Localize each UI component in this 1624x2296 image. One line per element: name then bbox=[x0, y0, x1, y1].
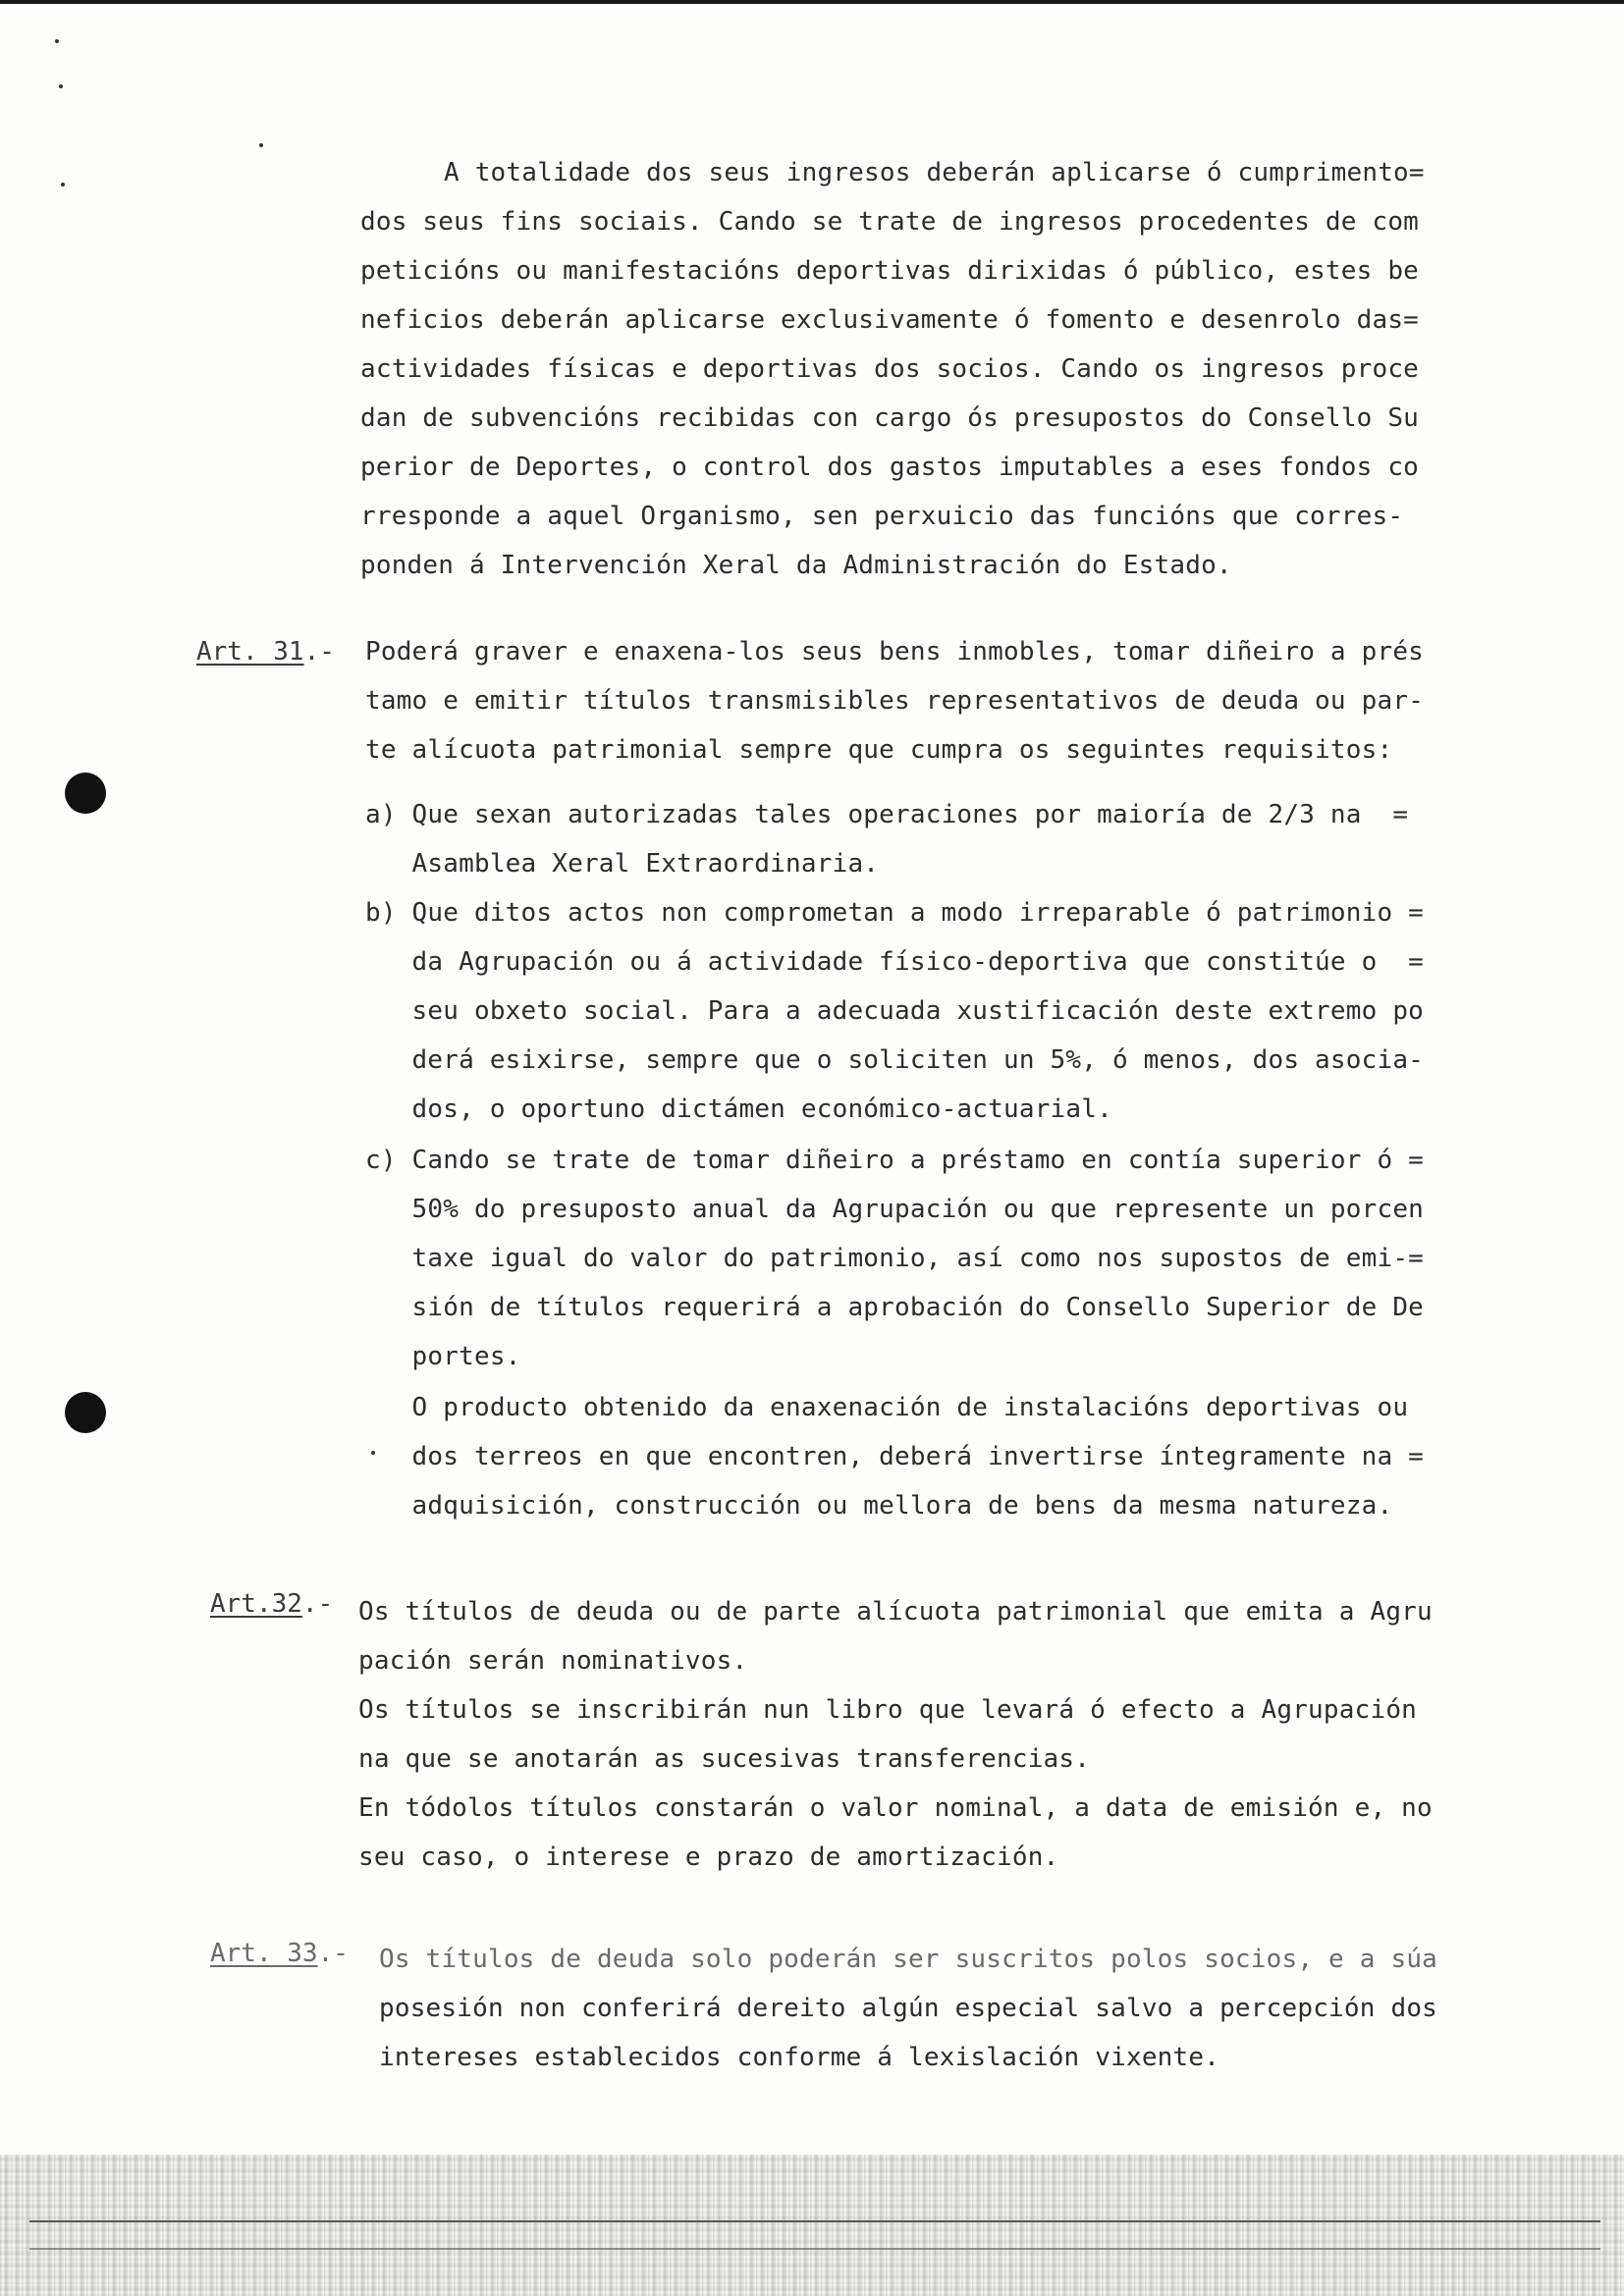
punch-hole-top bbox=[65, 773, 106, 814]
article-32-line: Os títulos de deuda ou de parte alícuota patrimonial que emita a Agru bbox=[358, 1597, 1433, 1627]
intro-line: actividades físicas e deportivas dos socios. Cando os ingresos proce bbox=[360, 354, 1420, 384]
article-31-line: te alícuota patrimonial sempre que cumpra os seguintes requisitos: bbox=[365, 735, 1393, 765]
article-32-line: En tódolos títulos constarán o valor nominal, a data de emisión e, no bbox=[358, 1793, 1433, 1823]
item-line: dos, o oportuno dictámen económico-actuarial. bbox=[365, 1095, 1112, 1124]
closing-line: dos terreos en que encontren, deberá invertirse íntegramente na = bbox=[365, 1442, 1425, 1471]
article-32-separator: .- bbox=[301, 1589, 334, 1619]
article-33-label: Art. 33 bbox=[210, 1939, 318, 1968]
intro-line: ponden á Intervención Xeral da Administración do Estado. bbox=[360, 551, 1232, 580]
article-32-line: pación serán nominativos. bbox=[358, 1646, 748, 1676]
speck bbox=[61, 183, 65, 187]
scan-rule bbox=[29, 2248, 1600, 2250]
item-line: Asamblea Xeral Extraordinaria. bbox=[365, 849, 880, 879]
speck bbox=[259, 143, 263, 147]
article-32-line: seu caso, o interese e prazo de amortización. bbox=[358, 1842, 1059, 1872]
item-line: 50% do presuposto anual da Agrupación ou que represente un porcen bbox=[365, 1195, 1425, 1224]
article-31-line: tamo e emitir títulos transmisibles representativos de deuda ou par- bbox=[365, 686, 1425, 716]
item-line: portes. bbox=[365, 1342, 521, 1371]
article-32-heading bbox=[210, 1588, 333, 1620]
item-line: a) Que sexan autorizadas tales operaciones por maioría de 2/3 na = bbox=[365, 800, 1409, 829]
top-border bbox=[0, 0, 1624, 4]
item-line: b) Que ditos actos non comprometan a modo irreparable ó patrimonio = bbox=[365, 898, 1425, 928]
speck bbox=[55, 39, 59, 43]
intro-line: rresponde a aquel Organismo, sen perxuicio das funcións que corres- bbox=[360, 502, 1404, 531]
item-line: sión de títulos requerirá a aprobación do Consello Superior de De bbox=[365, 1293, 1425, 1322]
article-31-separator: .- bbox=[303, 637, 335, 667]
closing-line: adquisición, construcción ou mellora de bens da mesma natureza. bbox=[365, 1491, 1393, 1521]
intro-line: peticións ou manifestacións deportivas dirixidas ó público, estes be bbox=[360, 256, 1420, 286]
item-line: seu obxeto social. Para a adecuada xustificación deste extremo po bbox=[365, 996, 1425, 1026]
intro-line: neficios deberán aplicarse exclusivamente ó fomento e desenrolo das= bbox=[360, 305, 1420, 335]
closing-line: O producto obtenido da enaxenación de instalacións deportivas ou bbox=[365, 1393, 1409, 1422]
article-32-line: na que se anotarán as sucesivas transferencias. bbox=[358, 1744, 1091, 1774]
article-33-line: posesión non conferirá dereito algún especial salvo a percepción dos bbox=[379, 1994, 1438, 2023]
scan-noise bbox=[0, 2155, 1624, 2296]
intro-line: dos seus fins sociais. Cando se trate de ingresos procedentes de com bbox=[360, 207, 1420, 237]
intro-line: A totalidade dos seus ingresos deberán aplicarse ó cumprimento= bbox=[444, 158, 1425, 187]
item-line: taxe igual do valor do patrimonio, así como nos supostos de emi-= bbox=[365, 1244, 1425, 1273]
item-line: da Agrupación ou á actividade físico-deportiva que constitúe o = bbox=[365, 947, 1425, 977]
item-line: derá esixirse, sempre que o soliciten un 5%, ó menos, dos asocia- bbox=[365, 1045, 1425, 1075]
article-32-line: Os títulos se inscribirán nun libro que levará ó efecto a Agrupación bbox=[358, 1695, 1418, 1725]
article-33-line: Os títulos de deuda solo poderán ser suscritos polos socios, e a súa bbox=[379, 1945, 1438, 1974]
article-31-label: Art. 31 bbox=[196, 637, 304, 667]
item-line: c) Cando se trate de tomar diñeiro a préstamo en contía superior ó = bbox=[365, 1146, 1425, 1175]
article-31-heading bbox=[196, 636, 335, 667]
article-32-label: Art.32 bbox=[210, 1589, 302, 1619]
article-33-line: intereses establecidos conforme á lexislación vixente. bbox=[379, 2043, 1220, 2072]
article-33-heading bbox=[210, 1938, 349, 1969]
punch-hole-bottom bbox=[65, 1392, 106, 1433]
intro-line: perior de Deportes, o control dos gastos imputables a eses fondos co bbox=[360, 453, 1420, 482]
intro-line: dan de subvencións recibidas con cargo ós presupostos do Consello Su bbox=[360, 403, 1420, 433]
article-31-line: Poderá graver e enaxena-los seus bens inmobles, tomar diñeiro a prés bbox=[365, 637, 1425, 667]
speck bbox=[59, 84, 63, 88]
scan-rule bbox=[29, 2220, 1600, 2222]
article-33-separator: .- bbox=[317, 1939, 349, 1968]
